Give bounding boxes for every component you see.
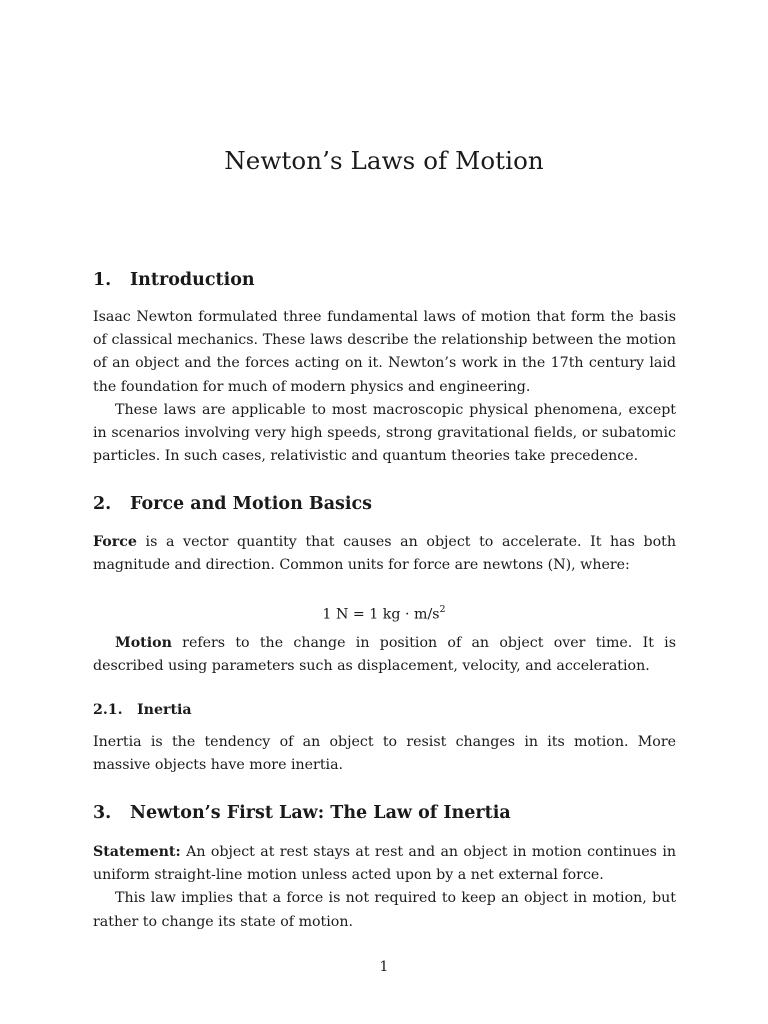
introduction-paragraph-1: Isaac Newton formulated three fundamental laws of motion that form the basis of classical mechanics. These laws describe the relationship between the motion of an object and the forces acting on it. Newton’s work in the 17th century laid the foundation for much of modern physics and engineering. xyxy=(93,309,676,395)
motion-term: Motion xyxy=(115,635,172,651)
statement-label: Statement: xyxy=(93,844,181,860)
force-paragraph xyxy=(93,531,676,577)
motion-definition xyxy=(93,632,676,678)
force-text: is a vector quantity that causes an object to accelerate. It has both magnitude and direction. Common units for force are newtons (N), where: xyxy=(93,534,676,574)
section-title: Introduction xyxy=(130,270,255,290)
equation-exponent: 2 xyxy=(439,604,446,615)
inertia-paragraph: Inertia is the tendency of an object to resist changes in its motion. More massive objects have more inertia. xyxy=(93,734,676,774)
newton-unit-equation xyxy=(0,600,768,626)
introduction-body xyxy=(93,306,676,468)
force-term: Force xyxy=(93,534,137,550)
first-law-body xyxy=(93,841,676,934)
equation-main: 1 N = 1 kg · m/s xyxy=(322,606,440,623)
section-title: Newton’s First Law: The Law of Inertia xyxy=(130,803,511,823)
inertia-body xyxy=(93,731,676,777)
force-definition xyxy=(93,531,676,577)
document-title: Newton’s Laws of Motion xyxy=(224,146,544,175)
subsection-heading-inertia xyxy=(93,700,192,720)
section-heading-force-motion xyxy=(93,492,372,516)
motion-text: refers to the change in position of an object over time. It is described using parameters such as displacement, velocity, and acceleration. xyxy=(93,635,676,675)
first-law-statement xyxy=(93,841,676,887)
subsection-number: 2.1. xyxy=(93,702,123,718)
section-heading-first-law xyxy=(93,801,511,825)
statement-text: An object at rest stays at rest and an object in motion continues in uniform straight-line motion unless acted upon by a net external force. xyxy=(93,844,676,884)
page-number: 1 xyxy=(379,959,389,975)
section-heading-introduction xyxy=(93,268,255,292)
section-title: Force and Motion Basics xyxy=(130,494,373,514)
section-number: 3. xyxy=(93,803,112,823)
subsection-title: Inertia xyxy=(137,702,192,718)
section-number: 1. xyxy=(93,270,112,290)
motion-paragraph xyxy=(93,632,676,678)
section-number: 2. xyxy=(93,494,112,514)
first-law-paragraph-2: This law implies that a force is not required to keep an object in motion, but rather to change its state of motion. xyxy=(93,890,676,930)
introduction-paragraph-2: These laws are applicable to most macroscopic physical phenomena, except in scenarios involving very high speeds, strong gravitational fields, or subatomic particles. In such cases, relativistic and quantum theories take precedence. xyxy=(93,401,676,465)
